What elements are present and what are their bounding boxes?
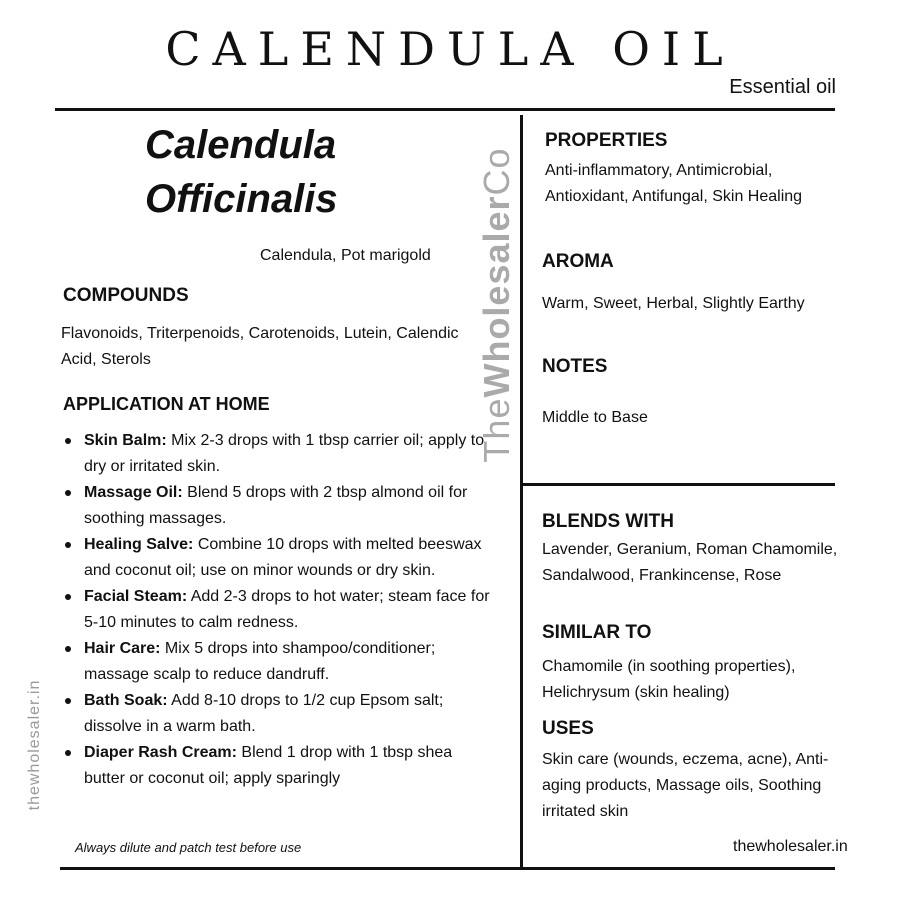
aroma-heading: AROMA <box>542 251 614 272</box>
list-item: Massage Oil: Blend 5 drops with 2 tbsp almond oil for soothing massages. <box>62 480 497 532</box>
list-item: Hair Care: Mix 5 drops into shampoo/conditioner; massage scalp to reduce dandruff. <box>62 636 497 688</box>
uses-heading: USES <box>542 718 594 739</box>
list-item: Diaper Rash Cream: Blend 1 drop with 1 tbsp shea butter or coconut oil; apply sparingly <box>62 740 497 792</box>
similar-heading: SIMILAR TO <box>542 622 652 643</box>
right-divider <box>522 483 835 486</box>
similar-text: Chamomile (in soothing properties), Helichrysum (skin healing) <box>542 658 796 701</box>
common-names: Calendula, Pot marigold <box>260 247 431 264</box>
notes-text: Middle to Base <box>542 409 648 426</box>
application-heading: APPLICATION AT HOME <box>63 394 270 414</box>
properties-text: Anti-inflammatory, Antimicrobial, Antioxidant, Antifungal, Skin Healing <box>545 162 803 205</box>
watermark: TheWholesalerCo <box>476 147 517 463</box>
disclaimer: Always dilute and patch test before use <box>75 840 302 855</box>
compounds-heading: COMPOUNDS <box>63 285 189 306</box>
bottom-divider <box>60 867 835 870</box>
center-divider <box>520 115 523 867</box>
aroma-text: Warm, Sweet, Herbal, Slightly Earthy <box>542 295 805 312</box>
blends-text: Lavender, Geranium, Roman Chamomile, Sandalwood, Frankincense, Rose <box>542 541 838 584</box>
blends-heading: BLENDS WITH <box>542 511 674 532</box>
list-item: Healing Salve: Combine 10 drops with melted beeswax and coconut oil; use on minor wounds or dry skin. <box>62 532 497 584</box>
top-divider <box>55 108 835 111</box>
side-url: thewholesaler.in <box>26 679 43 811</box>
subtitle: Essential oil <box>729 76 836 98</box>
footer-url: thewholesaler.in <box>733 838 848 855</box>
notes-heading: NOTES <box>542 356 608 377</box>
application-list <box>62 428 497 792</box>
latin-name: Calendula Officinalis <box>145 123 338 221</box>
list-item: Skin Balm: Mix 2-3 drops with 1 tbsp carrier oil; apply to dry or irritated skin. <box>62 428 497 480</box>
list-item: Bath Soak: Add 8-10 drops to 1/2 cup Epsom salt; dissolve in a warm bath. <box>62 688 497 740</box>
compounds-text: Flavonoids, Triterpenoids, Carotenoids, Lutein, Calendic Acid, Sterols <box>61 325 459 368</box>
list-item: Facial Steam: Add 2-3 drops to hot water; steam face for 5-10 minutes to calm redness. <box>62 584 497 636</box>
page-title: CALENDULA OIL <box>165 22 735 76</box>
uses-text: Skin care (wounds, eczema, acne), Anti-aging products, Massage oils, Soothing irritated skin <box>542 751 829 820</box>
properties-heading: PROPERTIES <box>545 130 668 151</box>
